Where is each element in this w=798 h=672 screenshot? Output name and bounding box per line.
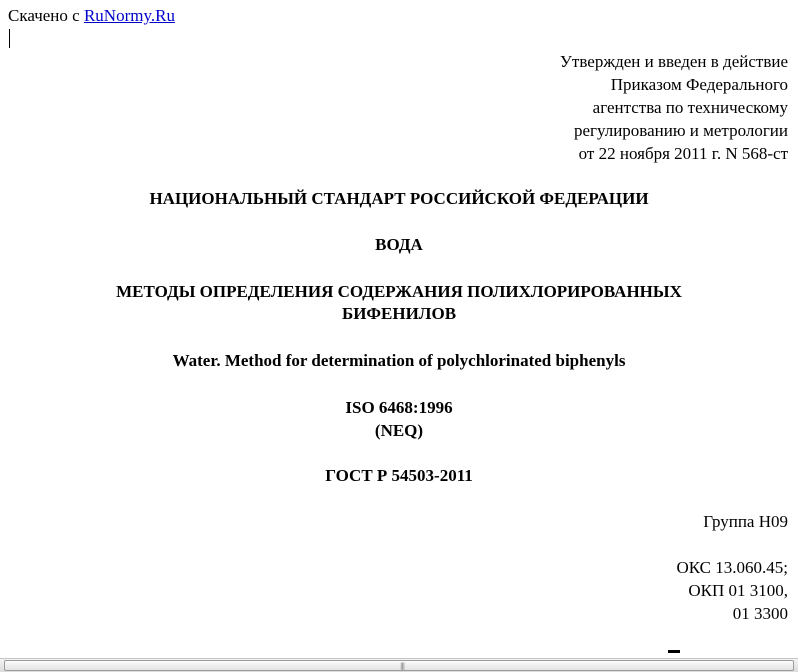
- method-heading-line2: БИФЕНИЛОВ: [341, 304, 457, 323]
- english-title: Water. Method for determination of polychlorinated biphenyls: [172, 351, 626, 370]
- iso-reference: ISO 6468:1996: [345, 398, 453, 417]
- scrollbar-grip-icon: |||: [400, 662, 405, 670]
- text-cursor: [9, 29, 10, 48]
- method-heading-line1: МЕТОДЫ ОПРЕДЕЛЕНИЯ СОДЕРЖАНИЯ ПОЛИХЛОРИРОВАННЫХ: [116, 282, 682, 301]
- download-prefix: Скачено с: [8, 6, 84, 25]
- cut-off-text-fragment: [668, 650, 680, 653]
- scrollbar-thumb[interactable]: [4, 660, 794, 671]
- group-code: Группа Н09: [703, 512, 788, 531]
- approval-line: от 22 ноября 2011 г. N 568-ст: [578, 144, 788, 163]
- approval-line: Утвержден и введен в действие: [559, 52, 788, 71]
- oks-code: ОКС 13.060.45;: [676, 558, 788, 577]
- standard-type-heading: НАЦИОНАЛЬНЫЙ СТАНДАРТ РОССИЙСКОЙ ФЕДЕРАЦИИ: [149, 189, 649, 208]
- approval-line: регулированию и метрологии: [573, 121, 788, 140]
- download-source-line: [8, 5, 175, 27]
- subject-heading: ВОДА: [375, 235, 423, 254]
- approval-line: Приказом Федерального: [610, 75, 788, 94]
- okp-code-line2: 01 3300: [732, 604, 788, 623]
- gost-number: ГОСТ Р 54503-2011: [325, 466, 473, 485]
- source-link[interactable]: RuNormy.Ru: [83, 6, 175, 25]
- iso-equivalence: (NEQ): [374, 421, 424, 440]
- approval-line: агентства по техническому: [592, 98, 788, 117]
- okp-code-line1: ОКП 01 3100,: [688, 581, 788, 600]
- horizontal-scrollbar[interactable]: [0, 658, 798, 672]
